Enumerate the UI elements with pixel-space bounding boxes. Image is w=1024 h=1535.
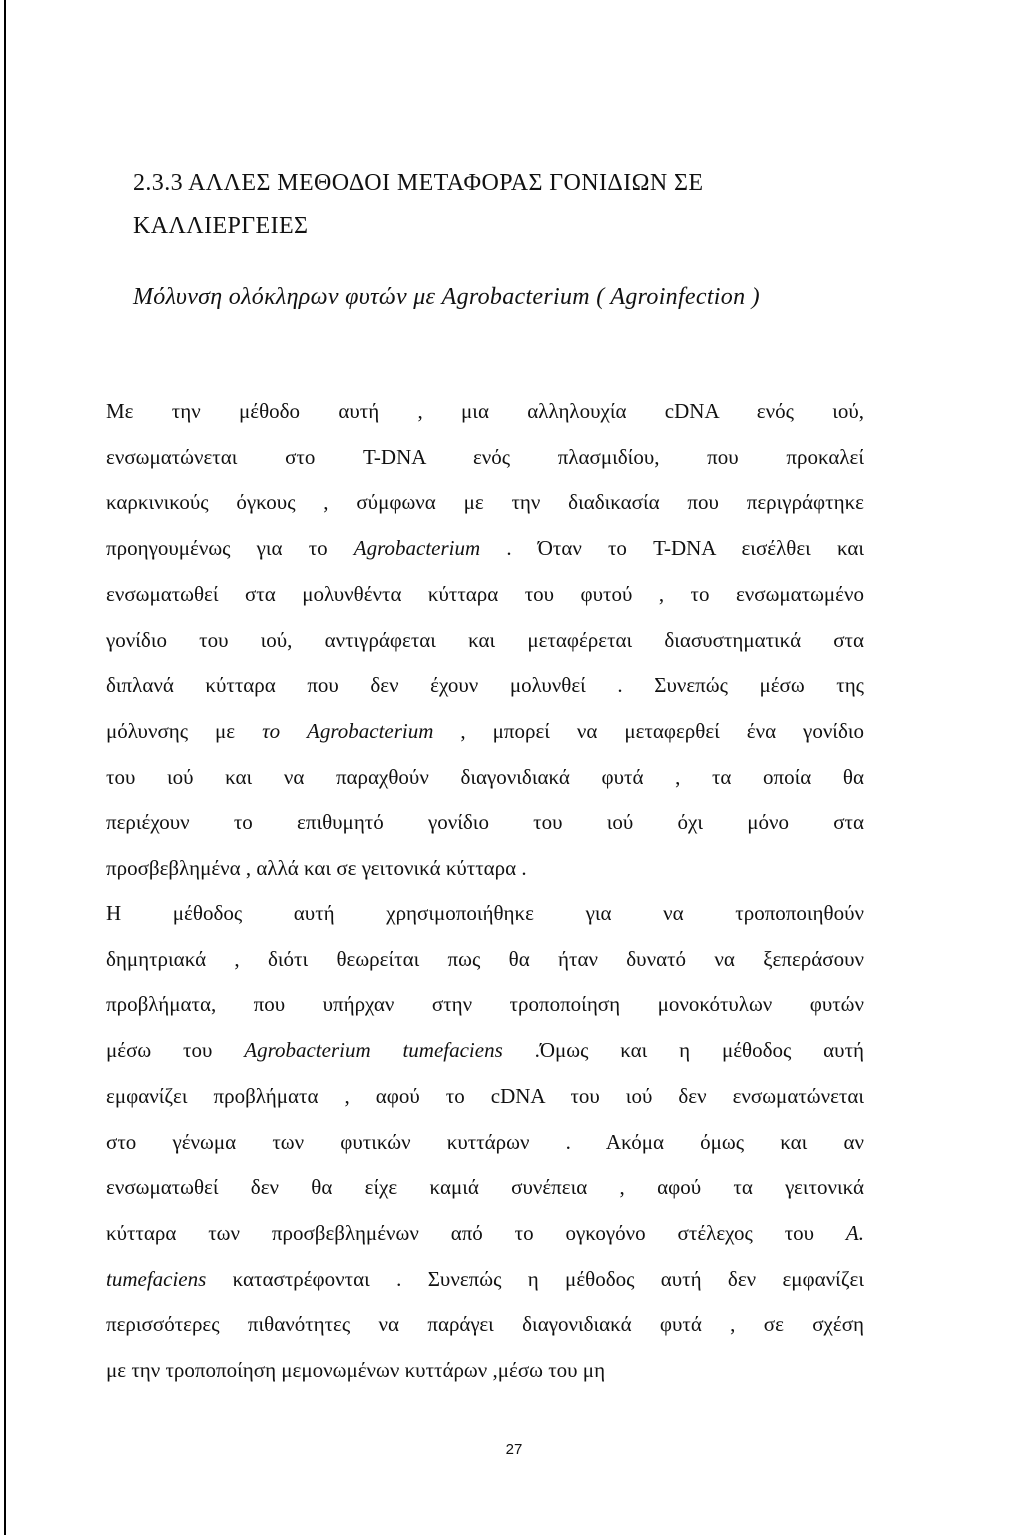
italic-term: το Agrobacterium — [262, 718, 434, 743]
section-heading-line-2: ΚΑΛΛΙΕΡΓΕΙΕΣ — [133, 213, 309, 239]
text-run: μέσω του — [106, 1038, 245, 1063]
text-line — [106, 535, 864, 561]
text-line — [106, 1357, 864, 1383]
text-run: γονίδιο του ιού, αντιγράφεται και μεταφέρεται διασυστηματικά στα — [106, 627, 864, 652]
text-line — [106, 1311, 864, 1337]
text-run: Η μέθοδος αυτή χρησιμοποιήθηκε για να τροποποιηθούν — [106, 901, 864, 925]
text-line — [106, 900, 864, 926]
text-line — [106, 946, 864, 972]
scan-edge-left — [0, 0, 4, 1535]
text-line — [106, 991, 864, 1017]
text-run: δημητριακά , διότι θεωρείται πως θα ήταν δυνατό να ξεπεράσουν — [106, 946, 864, 971]
text-line — [106, 809, 864, 835]
text-run: ενσωματώνεται στο T-DNA ενός πλασμιδίου, που προκαλεί — [106, 444, 864, 469]
text-run: προσβεβλημένα , αλλά και σε γειτονικά κύτταρα . — [106, 856, 527, 880]
text-line — [106, 444, 864, 470]
text-run: ενσωματωθεί δεν θα είχε καμιά συνέπεια , αφού τα γειτονικά — [106, 1175, 864, 1200]
text-run: καταστρέφονται . Συνεπώς η μέθοδος αυτή δεν εμφανίζει — [206, 1266, 864, 1291]
text-line — [106, 855, 864, 881]
text-line — [106, 398, 864, 424]
text-run: . Όταν το T-DNA εισέλθει και — [480, 536, 864, 561]
text-run: , μπορεί να μεταφερθεί ένα γονίδιο — [433, 718, 865, 743]
text-run: Με την μέθοδο αυτή , μια αλληλουχία cDNA ενός ιού, — [106, 399, 864, 423]
italic-term: Agrobacterium — [353, 536, 481, 561]
text-run: στο γένωμα των φυτικών κυττάρων . Ακόμα όμως και αν — [106, 1129, 864, 1154]
text-run: με την τροποποίηση μεμονωμένων κυττάρων ,μέσω του μη — [106, 1358, 606, 1382]
text-line — [106, 764, 864, 790]
text-line — [106, 581, 864, 607]
subsection-title: Μόλυνση ολόκληρων φυτών με Agrobacterium ( Agroinfection ) — [133, 284, 760, 310]
text-run: του ιού και να παραχθούν διαγονιδιακά φυτά , τα οποία θα — [106, 764, 864, 789]
text-line — [106, 1083, 864, 1109]
text-run: προηγουμένως για το — [106, 536, 354, 561]
text-line — [106, 1220, 864, 1246]
italic-term: Agrobacterium tumefaciens — [244, 1038, 503, 1063]
text-run: ενσωματωθεί στα μολυνθέντα κύτταρα του φυτού , το ενσωματωμένο — [106, 581, 864, 606]
italic-term: tumefaciens — [106, 1266, 207, 1291]
text-run: περισσότερες πιθανότητες να παράγει διαγονιδιακά φυτά , σε σχέση — [106, 1312, 864, 1337]
text-line — [106, 489, 864, 515]
page-number: 27 — [505, 1441, 523, 1458]
text-run: διπλανά κύτταρα που δεν έχουν μολυνθεί . Συνεπώς μέσω της — [106, 673, 864, 698]
text-run: μόλυνσης με — [106, 718, 263, 743]
text-run: περιέχουν το επιθυμητό γονίδιο του ιού όχι μόνο στα — [106, 810, 864, 835]
document-sheet — [6, 0, 1022, 1535]
text-run: .Όμως και η μέθοδος αυτή — [502, 1038, 864, 1063]
text-line — [106, 718, 864, 744]
text-line — [106, 1174, 864, 1200]
text-line — [106, 1266, 864, 1292]
italic-term: Α. — [845, 1220, 864, 1245]
text-run: προβλήματα, που υπήρχαν στην τροποποίηση μονοκότυλων φυτών — [106, 992, 864, 1017]
text-run: εμφανίζει προβλήματα , αφού το cDNA του ιού δεν ενσωματώνεται — [106, 1083, 864, 1108]
text-line — [106, 627, 864, 653]
text-run: κύτταρα των προσβεβλημένων από το ογκογόνο στέλεχος του — [106, 1220, 846, 1245]
text-line — [106, 1037, 864, 1063]
section-heading-line-1: 2.3.3 ΑΛΛΕΣ ΜΕΘΟΔΟΙ ΜΕΤΑΦΟΡΑΣ ΓΟΝΙΔΙΩΝ ΣΕ — [133, 170, 704, 196]
text-run: καρκινικούς όγκους , σύμφωνα με την διαδικασία που περιγράφτηκε — [106, 490, 864, 515]
text-line — [106, 672, 864, 698]
text-line — [106, 1129, 864, 1155]
